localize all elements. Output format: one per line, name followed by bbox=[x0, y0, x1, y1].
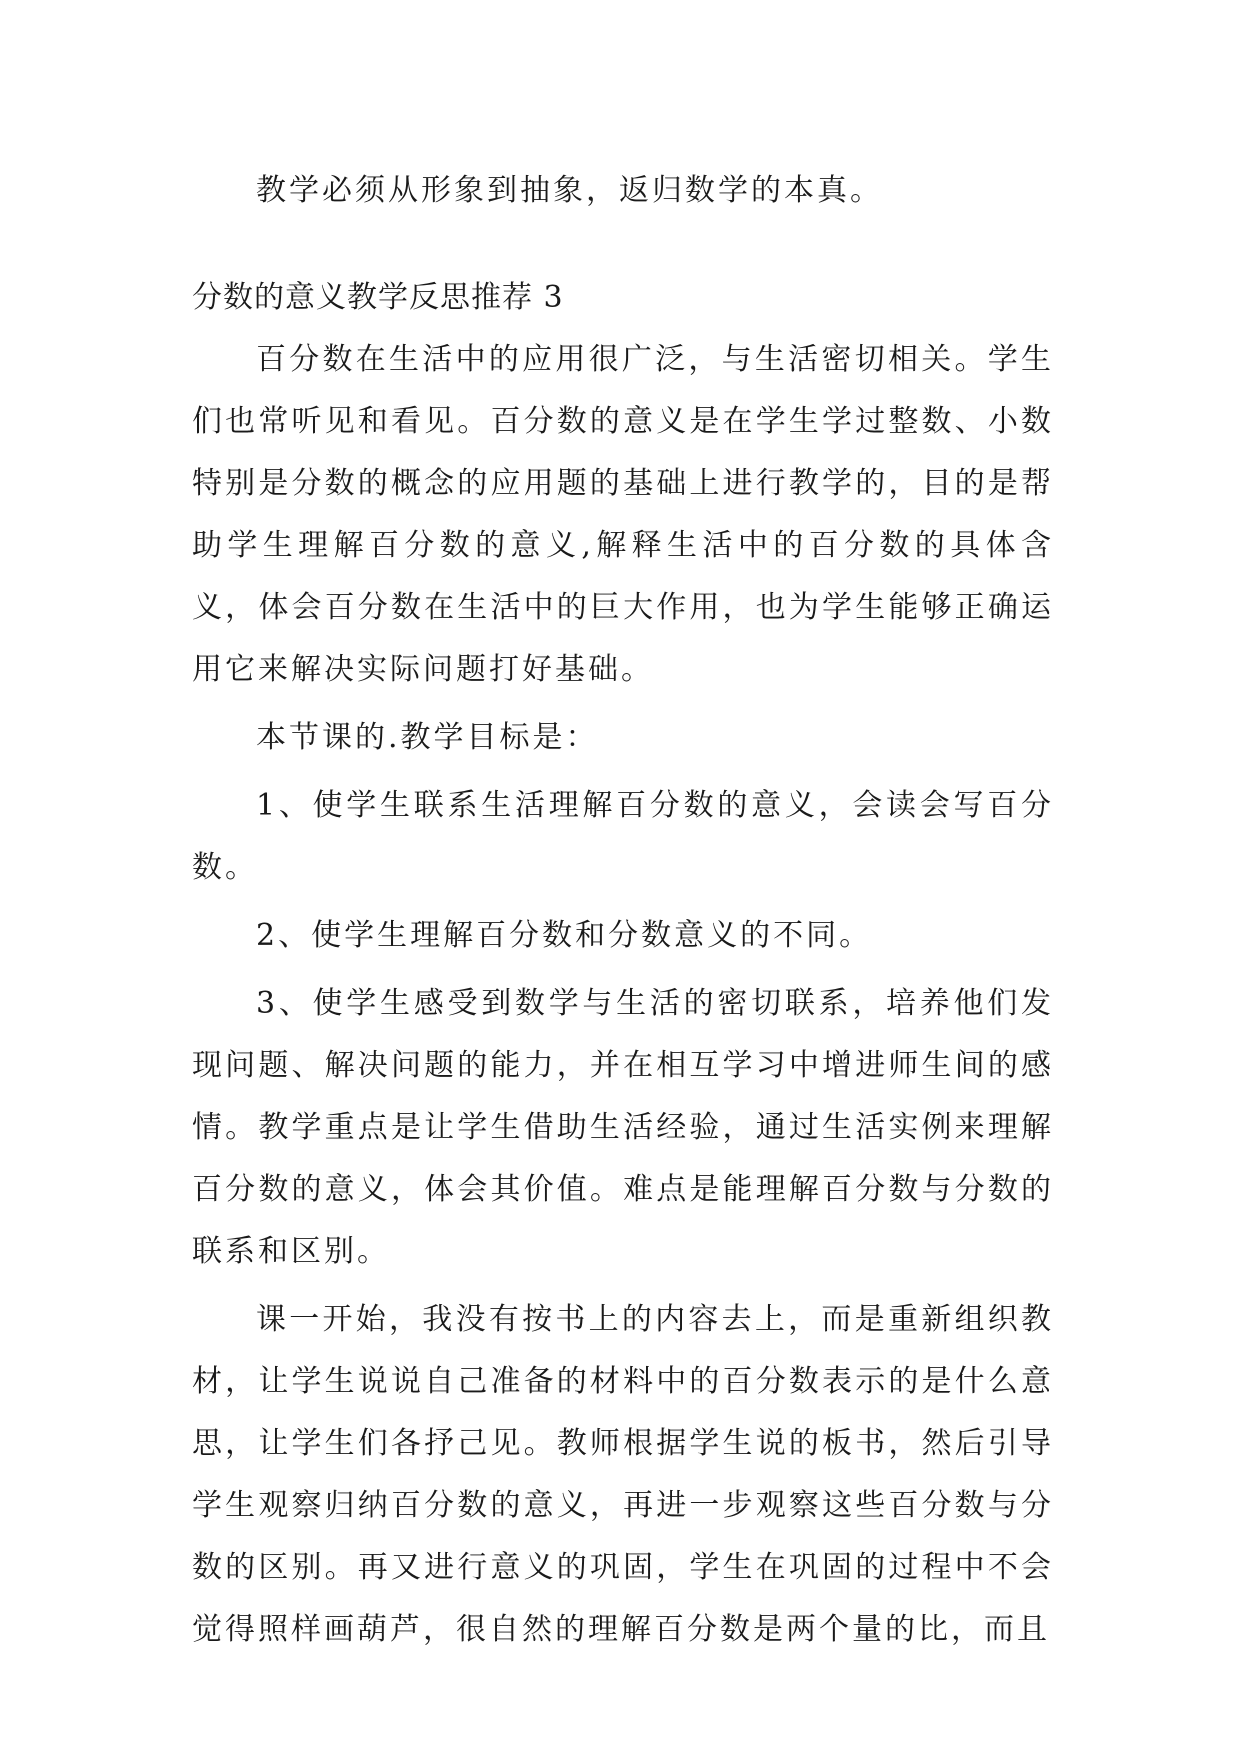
paragraph-2: 本节课的.教学目标是： bbox=[256, 720, 599, 755]
paragraph-3: 1、使学生联系生活理解百分数的意义，会读会写百分数。 bbox=[192, 788, 1054, 885]
document-page bbox=[192, 160, 1054, 1661]
paragraph-1: 百分数在生活中的应用很广泛，与生活密切相关。学生们也常听见和看见。百分数的意义是在学生学过整数、小数特别是分数的概念的应用题的基础上进行教学的，目的是帮助学生理解百分数的意义,解释生活中的百分数的具体含义，体会百分数在生活中的巨大作用，也为学生能够正确运用它来解决实际问题打好基础。 bbox=[192, 342, 1054, 687]
paragraph-5: 3、使学生感受到数学与生活的密切联系，培养他们发现问题、解决问题的能力，并在相互学习中增进师生间的感情。教学重点是让学生借助生活经验，通过生活实例来理解百分数的意义，体会其价值。难点是能理解百分数与分数的联系和区别。 bbox=[192, 986, 1054, 1269]
section-heading: 分数的意义教学反思推荐 3 bbox=[192, 280, 564, 315]
paragraph-4: 2、使学生理解百分数和分数意义的不同。 bbox=[256, 918, 873, 953]
intro-paragraph: 教学必须从形象到抽象，返归数学的本真。 bbox=[256, 173, 883, 208]
paragraph-6: 课一开始，我没有按书上的内容去上，而是重新组织教材，让学生说说自己准备的材料中的百分数表示的是什么意思，让学生们各抒己见。教师根据学生说的板书，然后引导学生观察归纳百分数的意义，再进一步观察这些百分数与分数的区别。再又进行意义的巩固，学生在巩固的过程中不会觉得照样画葫芦，很自然的理解百分数是两个量的比，而且 bbox=[192, 1302, 1054, 1647]
